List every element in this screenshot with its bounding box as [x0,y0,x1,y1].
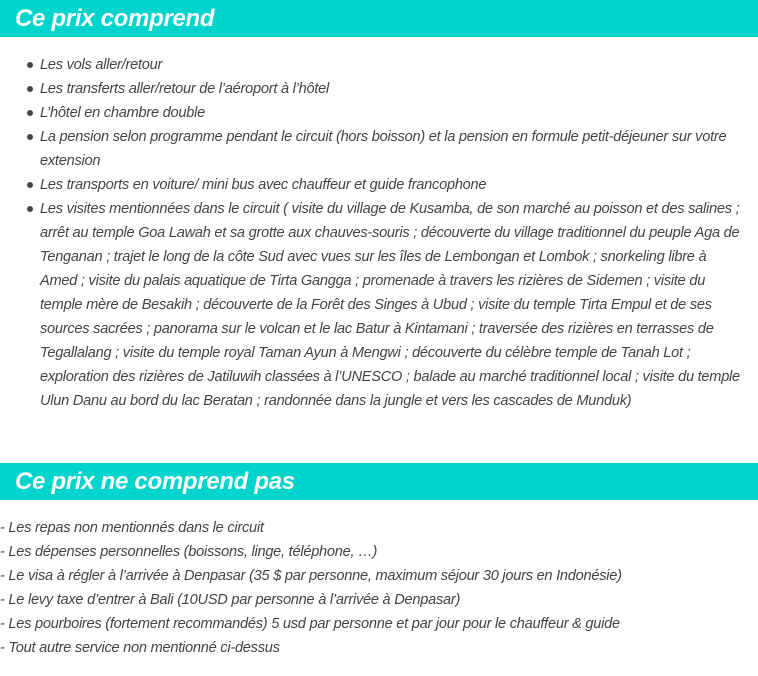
included-item: Les transferts aller/retour de l’aéroport à l’hôtel [40,77,740,101]
included-item: Les visites mentionnées dans le circuit ( visite du village de Kusamba, de son marché au poisson et des salines ; arrêt au temple Goa Lawah et sa grotte aux chauves-souris ; découverte du village traditionnel du peuple Aga de Tenganan ; trajet le long de la côte Sud avec vues sur les îles de Lembongan et Lombok ; snorkeling libre à Amed ; visite du palais aquatique de Tirta Gangga ; promenade à travers les rizières de Sidemen ; visite du temple mère de Besakih ; découverte de la Forêt des Singes à Ubud ; visite du temple Tirta Empul et de ses sources sacrées ; panorama sur le volcan et le lac Batur à Kintamani ; traversée des rizières en terrasses de Tegallalang ; visite du temple royal Taman Ayun à Mengwi ; découverte du célèbre temple de Tanah Lot ; exploration des rizières de Jatiluwih classées à l’UNESCO ; balade au marché traditionnel local ; visite du temple Ulun Danu au bord du lac Beratan ; randonnée dans la jungle et vers les cascades de Munduk) [40,197,740,413]
excluded-item: - Le levy taxe d’entrer à Bali (10USD par personne à l’arrivée à Denpasar) [0,592,461,608]
excluded-list [0,516,758,660]
excluded-section [0,463,758,660]
excluded-title: Ce prix ne comprend pas [15,468,295,495]
included-title: Ce prix comprend [15,5,215,32]
included-item: L’hôtel en chambre double [40,101,740,125]
included-item: Les vols aller/retour [40,53,740,77]
excluded-item: - Le visa à régler à l’arrivée à Denpasar (35 $ par personne, maximum séjour 30 jours en Indonésie) [0,568,622,584]
excluded-item: - Tout autre service non mentionné ci-dessus [0,640,280,656]
excluded-item: - Les repas non mentionnés dans le circuit [0,520,264,536]
included-header [0,0,758,37]
included-item: La pension selon programme pendant le circuit (hors boisson) et la pension en formule petit-déjeuner sur votre extension [40,125,740,173]
included-list [0,53,740,413]
excluded-header [0,463,758,500]
excluded-item: - Les dépenses personnelles (boissons, linge, téléphone, …) [0,544,378,560]
included-item: Les transports en voiture/ mini bus avec chauffeur et guide francophone [40,173,740,197]
excluded-item: - Les pourboires (fortement recommandés) 5 usd par personne et par jour pour le chauffeur & guide [0,616,620,632]
